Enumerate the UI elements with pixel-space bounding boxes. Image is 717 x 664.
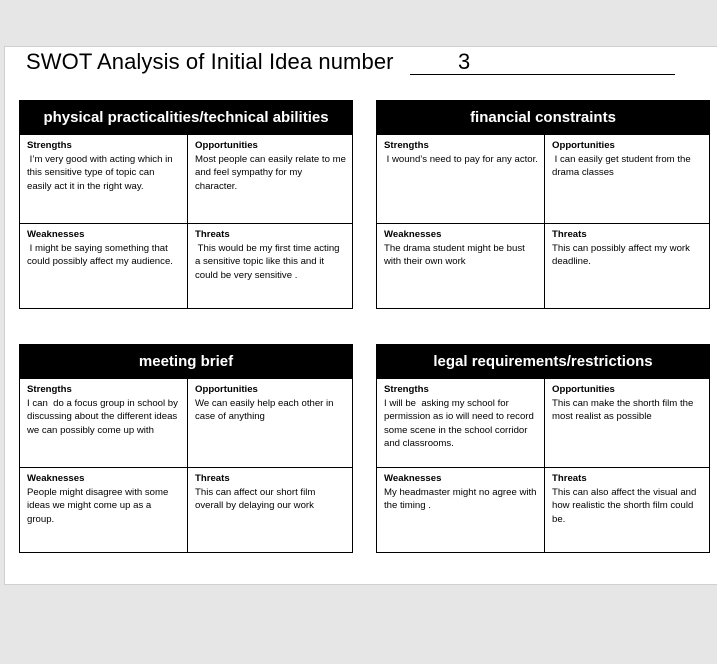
- swot-grid: [376, 378, 710, 553]
- opportunities-label: Opportunities: [195, 384, 258, 395]
- weaknesses-text: People might disagree with some ideas we might come up as a group.: [27, 486, 171, 525]
- strengths-text: I wound’s need to pay for any actor.: [384, 153, 538, 165]
- swot-panel-meeting-brief: [19, 344, 353, 553]
- threats-label: Threats: [552, 473, 587, 484]
- weaknesses-label: Weaknesses: [27, 229, 85, 240]
- threats-label: Threats: [195, 229, 230, 240]
- panel-header: financial constraints: [376, 100, 710, 134]
- opportunities-text: We can easily help each other in case of anything: [195, 397, 337, 423]
- swot-grid: [19, 134, 353, 309]
- swot-panel-physical-practicalities: [19, 100, 353, 309]
- strengths-label: Strengths: [384, 140, 429, 151]
- threats-text: This can also affect the visual and how realistic the shorth film could be.: [552, 486, 700, 525]
- panel-header: meeting brief: [19, 344, 353, 378]
- page-title: SWOT Analysis of Initial Idea number: [26, 49, 394, 74]
- opportunities-text: I can easily get student from the drama classes: [552, 153, 694, 179]
- opportunities-cell: [187, 379, 352, 467]
- opportunities-cell: [544, 379, 709, 467]
- swot-panel-legal-requirements: [376, 344, 710, 553]
- strengths-text: I will be asking my school for permission as io will need to record some scene in the school corridor and classrooms.: [384, 397, 537, 450]
- weaknesses-label: Weaknesses: [384, 229, 442, 240]
- weaknesses-cell: [20, 467, 187, 552]
- strengths-label: Strengths: [27, 140, 72, 151]
- opportunities-label: Opportunities: [552, 140, 615, 151]
- opportunities-label: Opportunities: [195, 140, 258, 151]
- threats-cell: [187, 223, 352, 308]
- strengths-label: Strengths: [384, 384, 429, 395]
- weaknesses-cell: [377, 467, 544, 552]
- threats-cell: [544, 223, 709, 308]
- swot-grid: [376, 134, 710, 309]
- threats-cell: [187, 467, 352, 552]
- weaknesses-cell: [377, 223, 544, 308]
- weaknesses-text: I might be saying something that could possibly affect my audience.: [27, 242, 173, 268]
- threats-text: This can affect our short film overall by delaying our work: [195, 486, 318, 512]
- weaknesses-text: The drama student might be bust with their own work: [384, 242, 528, 268]
- weaknesses-text: My headmaster might no agree with the timing .: [384, 486, 540, 512]
- panel-header: physical practicalities/technical abilities: [19, 100, 353, 134]
- weaknesses-label: Weaknesses: [27, 473, 85, 484]
- weaknesses-label: Weaknesses: [384, 473, 442, 484]
- panel-header: legal requirements/restrictions: [376, 344, 710, 378]
- opportunities-text: This can make the shorth film the most realist as possible: [552, 397, 696, 423]
- strengths-cell: [377, 135, 544, 223]
- swot-panel-financial-constraints: [376, 100, 710, 309]
- opportunities-cell: [187, 135, 352, 223]
- strengths-cell: [20, 135, 187, 223]
- strengths-cell: [20, 379, 187, 467]
- swot-grid: [19, 378, 353, 553]
- threats-label: Threats: [195, 473, 230, 484]
- opportunities-text: Most people can easily relate to me and feel sympathy for my character.: [195, 153, 349, 192]
- threats-text: This would be my first time acting a sensitive topic like this and it could be very sensitive .: [195, 242, 343, 281]
- threats-cell: [544, 467, 709, 552]
- title-underline-blank: [410, 74, 675, 75]
- threats-text: This can possibly affect my work deadline.: [552, 242, 693, 268]
- opportunities-cell: [544, 135, 709, 223]
- strengths-text: I can do a focus group in school by discussing about the different ideas we can possibly come up with: [27, 397, 181, 436]
- weaknesses-cell: [20, 223, 187, 308]
- threats-label: Threats: [552, 229, 587, 240]
- opportunities-label: Opportunities: [552, 384, 615, 395]
- strengths-text: I’m very good with acting which in this sensitive type of topic can easily act it in the right way.: [27, 153, 176, 192]
- idea-number: 3: [458, 49, 471, 74]
- strengths-cell: [377, 379, 544, 467]
- strengths-label: Strengths: [27, 384, 72, 395]
